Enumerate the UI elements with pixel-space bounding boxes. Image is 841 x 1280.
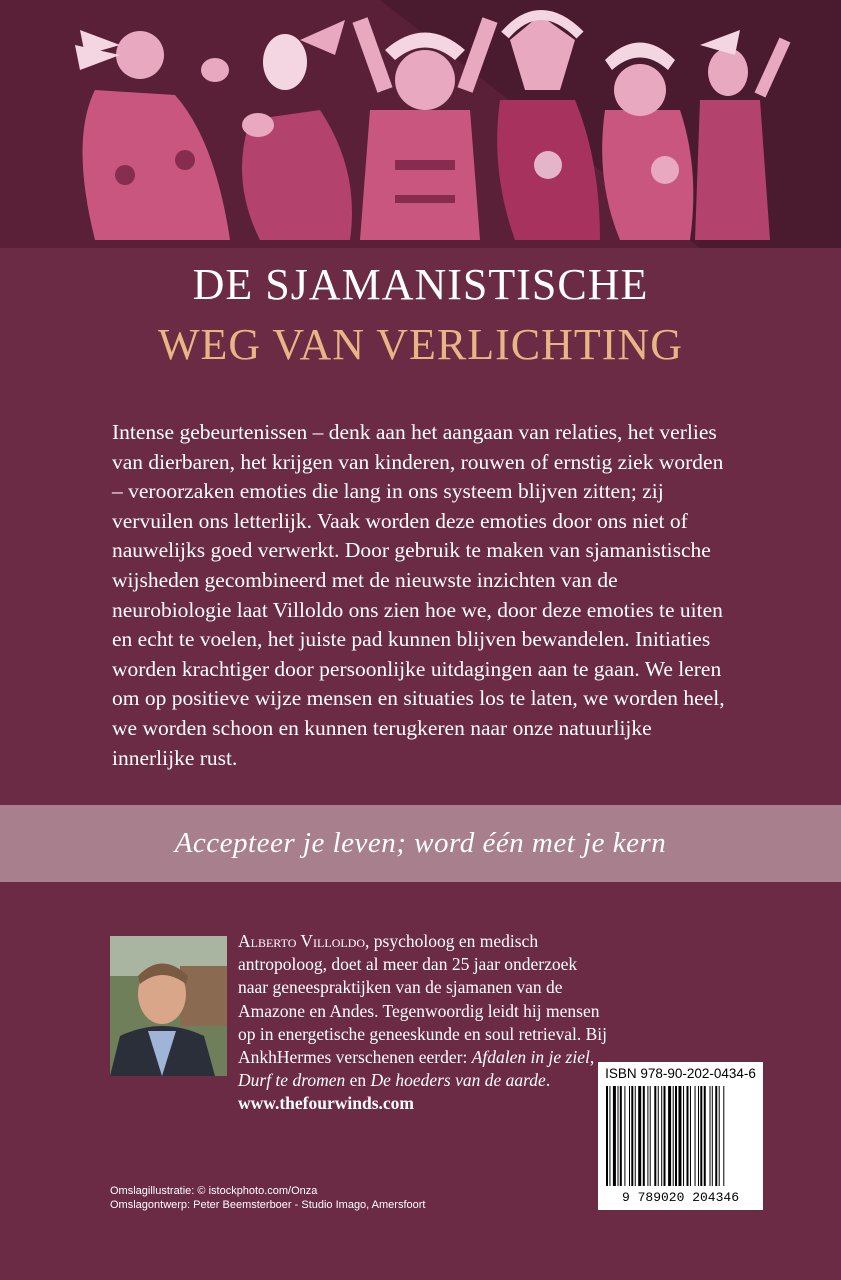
author-bio	[238, 930, 608, 1116]
author-portrait-icon	[110, 936, 227, 1076]
website-link[interactable]: www.thefourwinds.com	[238, 1093, 414, 1114]
back-cover-blurb: Intense gebeurtenissen – denk aan het aangaan van relaties, het verlies van dierbaren, het krijgen van kinderen, rouwen of ernstig ziek worden – veroorzaken emoties die lang in ons systeem blijven zitten; zij vervuilen ons letterlijk. Vaak worden deze emoties door ons niet of nauwelijks goed verwerkt. Door gebruik te maken van sjamanistische wijsheden gecombineerd met de nieuwste inzichten van de neurobiologie laat Villoldo ons zien hoe we, door deze emoties te uiten en echt te voelen, het juiste pad kunnen blijven bewandelen. Initiaties worden krachtiger door persoonlijke uitdagingen aan te gaan. We leren om op positieve wijze mensen en situaties los te laten, we worden heel, we worden schoon en kunnen terugkeren naar onze natuurlijke innerlijke rust.	[112, 420, 725, 770]
cover-credits	[110, 1184, 425, 1212]
tagline: Accepteer je leven; word één met je kern	[174, 827, 667, 859]
title-line-2: WEG VAN VERLICHTING	[158, 320, 683, 369]
title-line-1: DE SJAMANISTISCHE	[192, 260, 649, 309]
barcode-digits: 9 789020 204346	[621, 1190, 740, 1205]
isbn-label: ISBN 978-90-202-0434-6	[605, 1066, 756, 1081]
book-title-1: Afdalen in je ziel	[471, 1047, 590, 1068]
illustration-credit: Omslagillustratie: © istockphoto.com/Onza	[110, 1185, 318, 1197]
book-title-3: De hoeders van de aarde	[370, 1070, 546, 1091]
cover-illustration	[0, 0, 841, 248]
barcode-bars-icon	[604, 1086, 757, 1190]
book-title-2: Durf te dromen	[238, 1070, 346, 1091]
separator-2: en	[345, 1070, 371, 1091]
tagline-band	[0, 805, 841, 882]
design-credit: Omslagontwerp: Peter Beemsterboer - Studio Imago, Amersfoort	[110, 1199, 426, 1211]
author-name: Alberto Villoldo	[238, 931, 366, 951]
isbn-barcode	[598, 1062, 763, 1210]
separator-1: ,	[589, 1047, 595, 1068]
separator-3: .	[545, 1070, 551, 1091]
author-photo	[110, 936, 227, 1076]
bio-text: , psycholoog en medisch antropoloog, doet al meer dan 25 jaar onderzoek naar geneespraktijken van de sjamanen van de Amazone en Andes. Tegenwoordig leidt hij mensen op in energetische geneeskunde en soul retrieval. Bij AnkhHermes verschenen eerder:	[238, 931, 608, 1068]
book-title	[0, 258, 841, 372]
dancing-figures-icon	[0, 0, 841, 248]
